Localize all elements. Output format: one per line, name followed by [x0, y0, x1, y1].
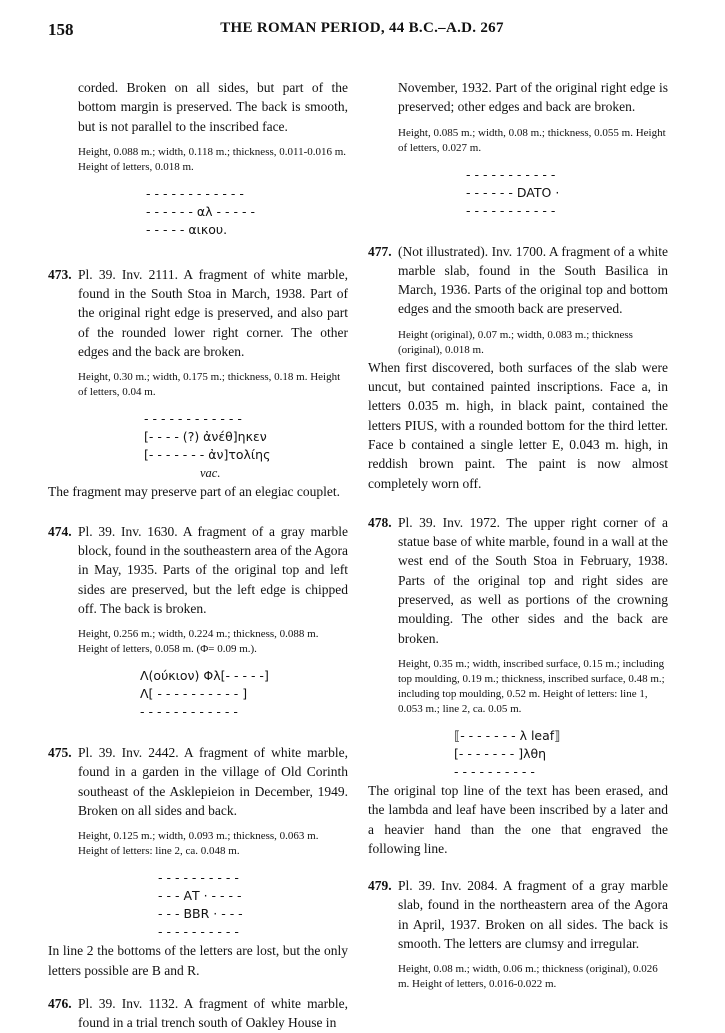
measurements: Height, 0.30 m.; width, 0.175 m.; thickness, 0.18 m. Height of letters, 0.04 m.: [78, 371, 341, 399]
inscription-line: ⟦- - - - - - - λ leaf⟧: [454, 727, 561, 743]
entry-continued: [48, 78, 348, 136]
inscription-line: - - - - - - - - - - - -: [144, 411, 242, 427]
entry-text: Pl. 39. Inv. 1972. The upper right corner of a statue base of white marble, found in a wall at the west end of the South Stoa in February, 1938. Parts of the original top and right sides are preserved, as well as portions of the crowning moulding. The other sides and the back are broken.: [398, 514, 668, 646]
entry-number: 477.: [368, 243, 392, 259]
entry-474: [48, 522, 348, 618]
inscription-line: [- - - - - - - ]λθη: [454, 745, 547, 761]
inscription-text: [158, 869, 348, 941]
entry-479: [368, 876, 668, 953]
inscription-line: - - - ΑΤ · - - - -: [158, 888, 242, 904]
entry-text: (Not illustrated). Inv. 1700. A fragment of a white marble slab, found in the South Basilica in March, 1936. Parts of the original top and bottom edges and the smooth back are preserved.: [398, 243, 668, 317]
running-title: THE ROMAN PERIOD, 44 B.C.–A.D. 267: [220, 20, 504, 36]
page-number: 158: [48, 20, 74, 39]
entry-477: [368, 242, 668, 319]
inscription-text: [454, 727, 668, 781]
entry-476: [48, 994, 348, 1033]
entry-number: 473.: [48, 266, 72, 282]
entry-473: [48, 265, 348, 361]
measurements: Height, 0.08 m.; width, 0.06 m.; thickness (original), 0.026 m. Height of letters, 0.016-0.022 m.: [398, 963, 658, 991]
inscription-line: [- - - - (?) ἀνέθ]ηκεν: [144, 429, 267, 445]
measurements: Height, 0.125 m.; width, 0.093 m.; thickness, 0.063 m. Height of letters: line 2, ca. 0.048 m.: [78, 830, 319, 858]
entry-number: 474.: [48, 523, 72, 539]
measurements: Height, 0.35 m.; width, inscribed surface, 0.15 m.; including top moulding, 0.19 m.; thickness, inscribed surface, 0.48 m.; including top moulding, 0.52 m. Height of letters: line 1, 0.053 m.; line 2, ca. 0.05 m.: [398, 657, 665, 715]
inscription-line: - - - ΒΒR · - - -: [158, 906, 243, 922]
entry-text: corded. Broken on all sides, but part of the bottom margin is preserved. The back is smooth, but is not parallel to the inscribed face.: [78, 80, 348, 134]
entry-note: In line 2 the bottoms of the letters are lost, but the only letters possible are B and R.: [48, 943, 348, 978]
inscription-text: [144, 410, 348, 482]
inscription-text: [140, 667, 348, 721]
entry-continued: [368, 78, 668, 117]
entry-text: Pl. 39. Inv. 1132. A fragment of white marble, found in a trial trench south of Oakley House in: [78, 995, 348, 1031]
entry-number: 476.: [48, 995, 72, 1011]
entry-text: Pl. 39. Inv. 1630. A fragment of a gray marble block, found in the southeastern area of the Agora in May, 1935. Parts of the original top and left sides are preserved, but the left edge is chipped off. The back is broken.: [78, 523, 348, 616]
entry-note: The fragment may preserve part of an elegiac couplet.: [48, 484, 340, 500]
measurements: Height, 0.256 m.; width, 0.224 m.; thickness, 0.088 m. Height of letters, 0.058 m. (Φ= 0.09 m.).: [78, 628, 319, 656]
inscription-line: [- - - - - - - ἀν]τολίης: [144, 447, 271, 463]
inscription-line: - - - - - - - - - -: [158, 924, 239, 940]
measurements: Height, 0.088 m.; width, 0.118 m.; thickness, 0.011-0.016 m. Height of letters, 0.018 m.: [78, 145, 347, 173]
inscription-vacat: vac.: [200, 466, 221, 481]
running-header: [48, 20, 676, 42]
inscription-text: [466, 166, 668, 220]
left-column: [48, 78, 348, 1033]
inscription-line: - - - - - - DATO ·: [466, 184, 560, 200]
entry-number: 478.: [368, 514, 392, 530]
inscription-line: - - - - - - - - - -: [158, 870, 239, 886]
inscription-line: - - - - - - - - - - - -: [140, 704, 238, 720]
inscription-line: - - - - - - - - - - - -: [146, 185, 244, 201]
entry-475: [48, 743, 348, 820]
entry-478: [368, 513, 668, 648]
inscription-line: - - - - - - - - - -: [454, 763, 535, 779]
measurements: Height, 0.085 m.; width, 0.08 m.; thickness, 0.055 m. Height of letters, 0.027 m.: [398, 126, 666, 154]
entry-text: Pl. 39. Inv. 2442. A fragment of white marble, found in a garden in the village of Old Corinth southeast of the Asklepieion in December, 1949. Broken on all sides and back.: [78, 745, 348, 819]
entry-text: November, 1932. Part of the original right edge is preserved; other edges and back are broken.: [398, 80, 668, 115]
inscription-line: - - - - - - - - - - -: [466, 202, 556, 218]
measurements: Height (original), 0.07 m.; width, 0.083 m.; thickness (original), 0.018 m.: [398, 328, 633, 356]
inscription-line: - - - - - - αλ - - - - -: [146, 203, 255, 219]
right-column: [368, 78, 668, 992]
inscription-line: Λ(ούκιον) Φλ[- - - - -]: [140, 668, 269, 684]
entry-note: The original top line of the text has been erased, and the lambda and leaf have been inscribed by a later and a heavier hand than the one that engraved the following line.: [368, 782, 668, 856]
inscription-line: - - - - - - - - - - -: [466, 166, 556, 182]
inscription-line: - - - - - αικου.: [146, 221, 228, 237]
entry-number: 475.: [48, 745, 72, 761]
inscription-text: [146, 185, 348, 239]
entry-note: When first discovered, both surfaces of the slab were uncut, but contained painted inscriptions. Face a, in letters 0.035 m. high, in black paint, contained the letters PIUS, with a rounded bottom for the third letter. Face b contained a single letter E, 0.043 m. high, in reddish brown paint. The paint is now almost completely worn off.: [368, 359, 668, 491]
entry-text: Pl. 39. Inv. 2111. A fragment of white marble, found in the South Stoa in March, 1938. Part of the original right edge is preserved, and also part of the rounded lower right corner. The other edges and the back are broken.: [78, 266, 348, 360]
entry-number: 479.: [368, 878, 392, 894]
entry-text: Pl. 39. Inv. 2084. A fragment of a gray marble slab, found in the northeastern area of the Agora in April, 1937. Broken on all sides. The back is smooth. The letters are clumsy and irregular.: [398, 878, 668, 952]
inscription-line: Λ[ - - - - - - - - - - ]: [140, 686, 248, 702]
